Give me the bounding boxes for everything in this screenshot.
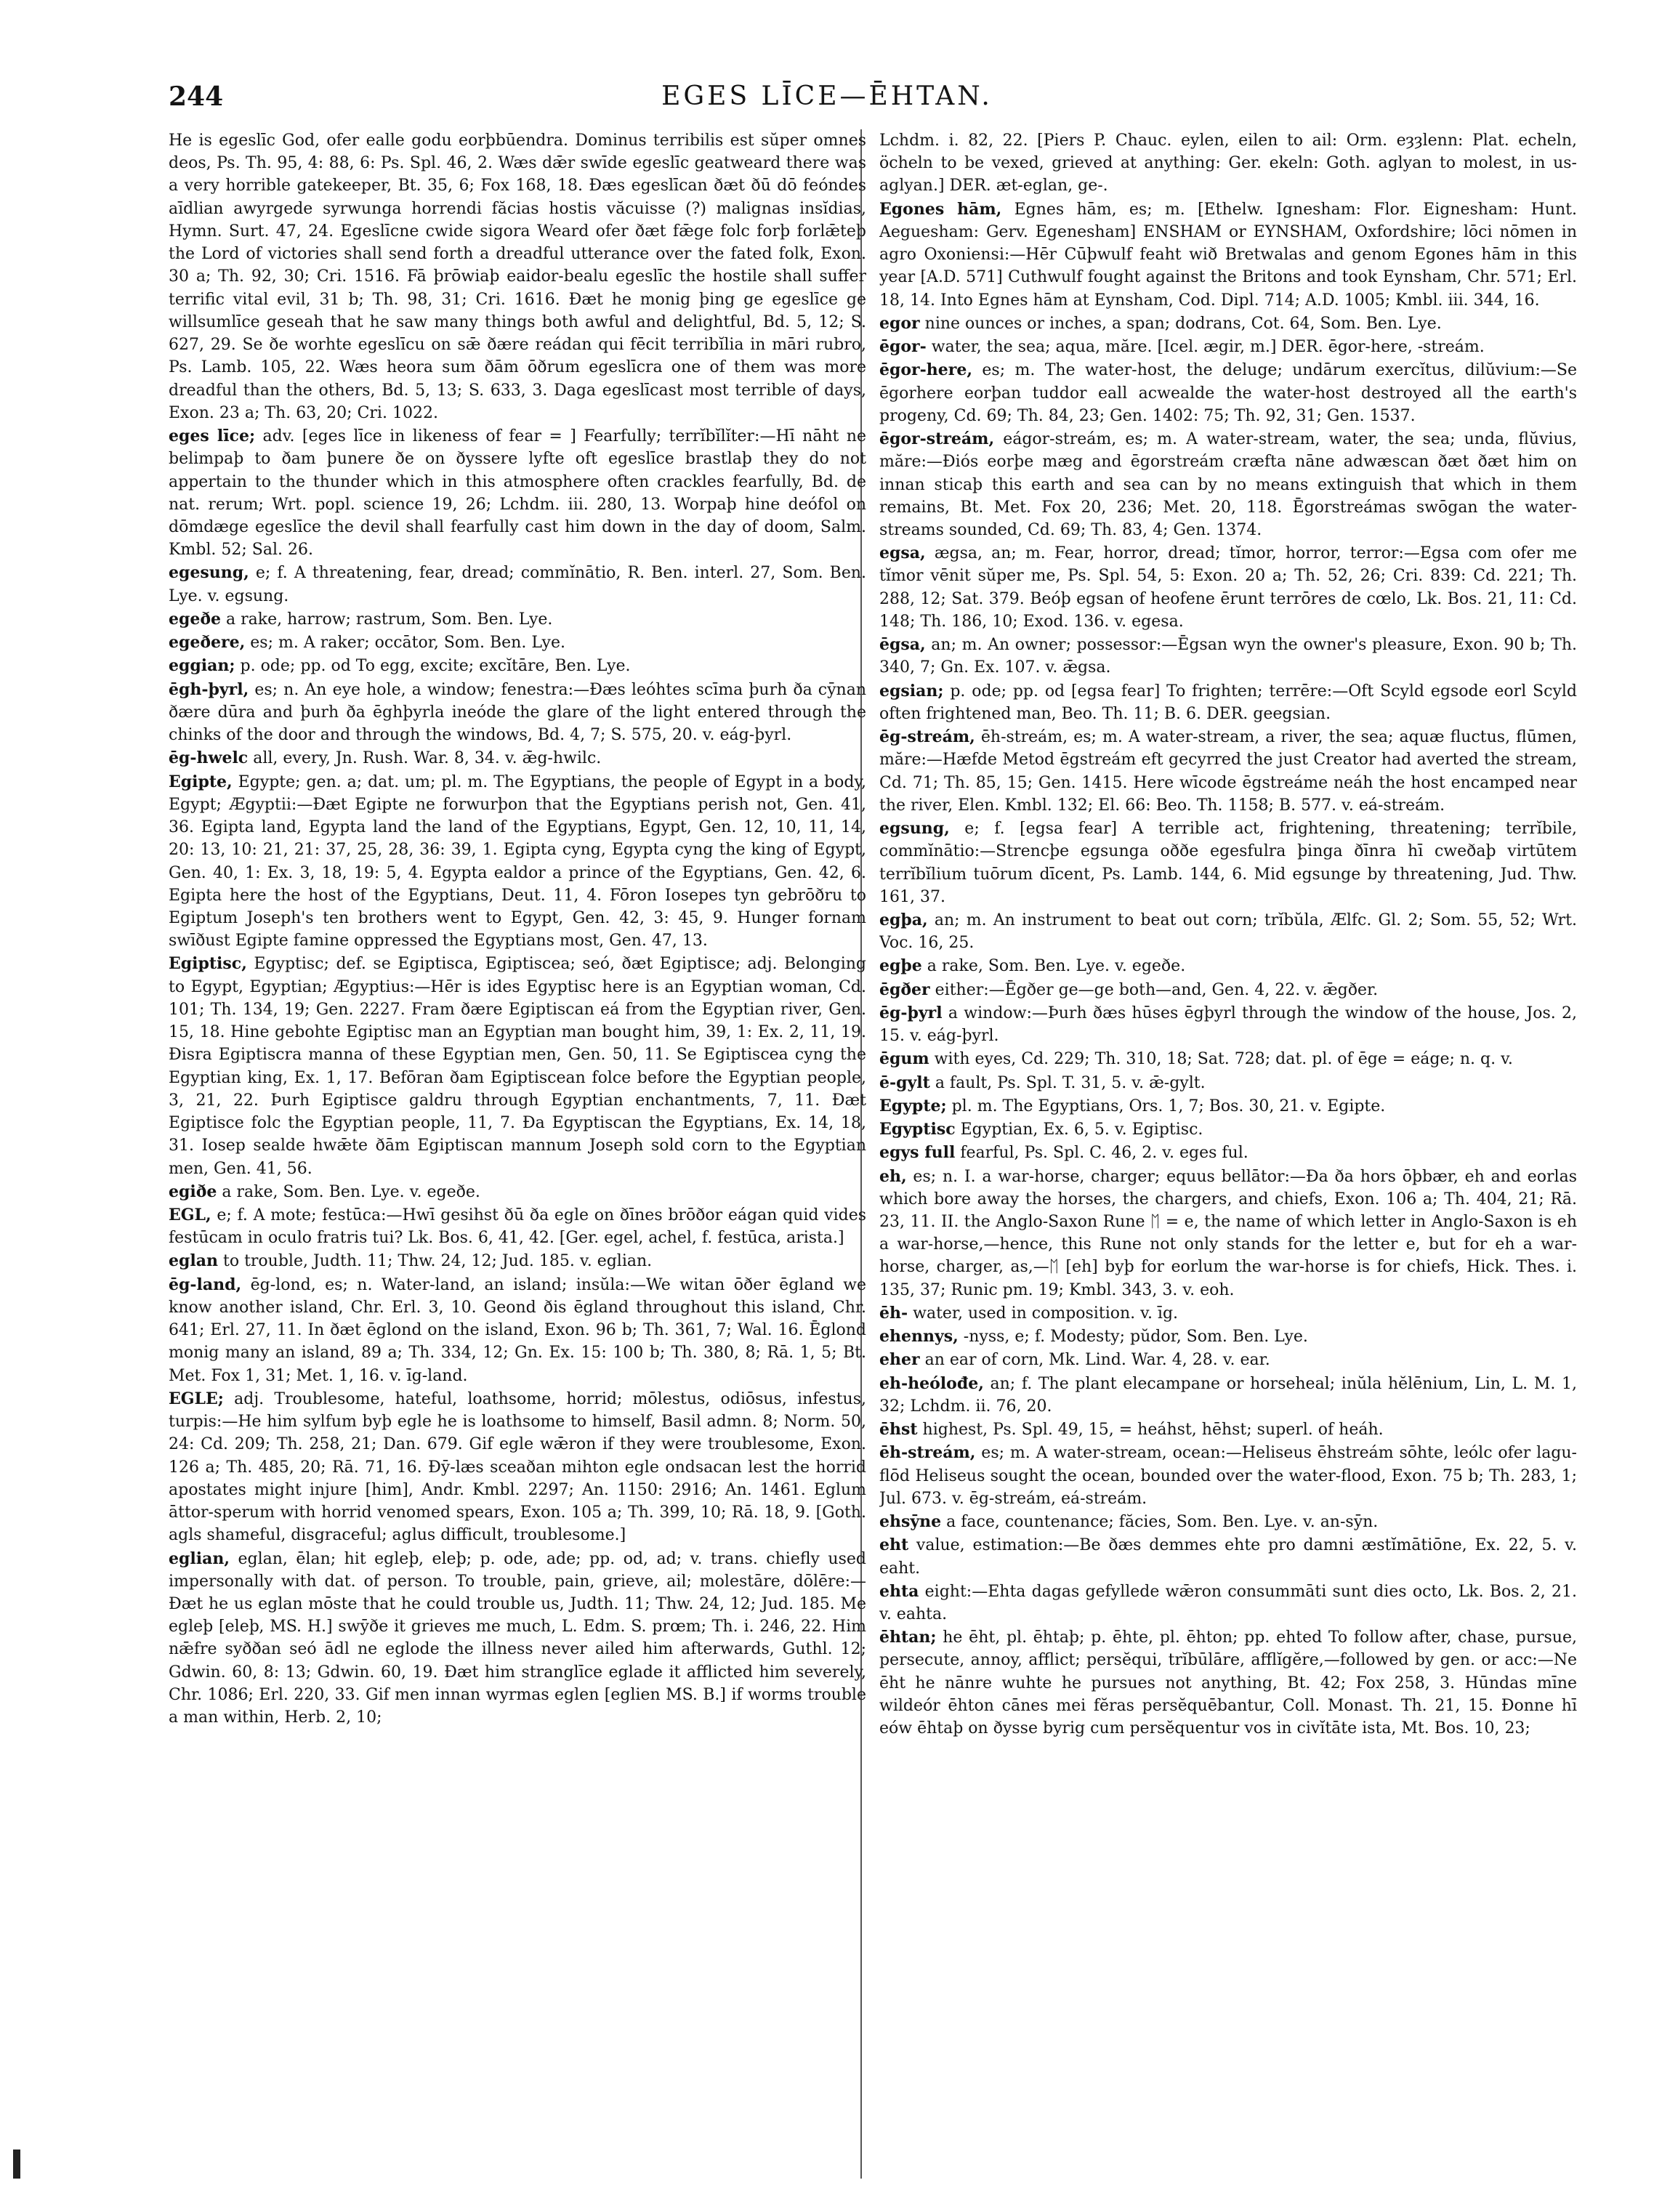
entry-headword: ēhst [879, 1420, 918, 1440]
entry-headword: egeðe [169, 609, 222, 629]
entry-body: nine ounces or inches, a span; dodrans, Cot. 64, Som. Ben. Lye. [919, 314, 1442, 333]
entry-headword: ēgor-here, [879, 360, 973, 380]
entry-headword: ēg-hwelc [169, 748, 249, 768]
dictionary-entry [879, 1626, 1577, 1740]
entry-headword: egþe [879, 956, 922, 976]
entry-headword: ēgh-þyrl, [169, 679, 249, 699]
entry-headword: ēh- [879, 1303, 908, 1323]
dictionary-entry [879, 359, 1577, 427]
dictionary-entry [879, 726, 1577, 817]
dictionary-entry [879, 1302, 1577, 1325]
entry-body: Egnes hām, es; m. [Ethelw. Ignesham: Flor. Eignesham: Hunt. Aeguesham: Gerv. Egenesham] ENSHAM or EYNSHAM, Oxfordshire; lōci nōmen in agro Oxoniensi:—Hēr Cūþwulf feaht wið Bretwalas and genom Egones hām in this year [A.D. 571] Cuthwulf fought against the Britons and took Eynsham, Chr. 571; Erl. 18, 14. Into Egnes hām at Eynsham, Cod. Dipl. 714; A.D. 1005; Kmbl. iii. 344, 16. [879, 200, 1577, 310]
dictionary-entry [879, 336, 1577, 358]
dictionary-entry [879, 1072, 1577, 1094]
entry-body: a rake, Som. Ben. Lye. v. egeðe. [217, 1182, 480, 1201]
entry-headword: egor [879, 313, 920, 333]
entry-body: a rake, harrow; rastrum, Som. Ben. Lye. [221, 610, 553, 629]
entry-headword: egsian; [879, 681, 944, 701]
entry-body: p. ode; pp. od [egsa fear] To frighten; terrēre:—Oft Scyld egsode eorl Scyld often frightened man, Beo. Th. 11; B. 6. DER. geegsian. [879, 682, 1577, 723]
dictionary-entry [169, 1548, 866, 1729]
entry-headword: ēg-þyrl [879, 1003, 943, 1022]
dictionary-entry [169, 747, 866, 770]
entry-body: es; n. I. a war-horse, charger; equus bellātor:—Ða ða hors ōþbær, eh and eorlas which bore away the horses, the chargers, and chiefs, Exon. 106 a; Th. 404, 21; Rā. 23, 11. II. the Anglo-Saxon Rune ᛖ = e, the name of which letter in Anglo-Saxon is eh a war-horse,—hence, this Rune not only stands for the letter e, but for eh a war-horse, charger, as,—ᛖ [eh] byþ for eorlum the war-horse is for chiefs, Hick. Thes. i. 135, 37; Runic pm. 19; Kmbl. 343, 3. v. eoh. [879, 1167, 1577, 1299]
entry-headword: egiðe [169, 1182, 217, 1201]
entry-body: ēg-lond, es; n. Water-land, an island; insŭla:—We witan ōðer ēgland we know another island, Chr. Erl. 3, 10. Geond ðis ēgland throughout this island, Chr. 641; Erl. 27, 11. In ðæt ēglond on the island, Exon. 96 b; Th. 361, 7; Wal. 16. Ēglond monig many an island, 89 a; Th. 334, 12; Gn. Ex. 15: 100 b; Th. 380, 8; Rā. 1, 5; Bt. Met. Fox 1, 31; Met. 1, 16. v. īg-land. [169, 1275, 866, 1385]
left-column [169, 129, 866, 2186]
entry-body: pl. m. The Egyptians, Ors. 1, 7; Bos. 30, 21. v. Egipte. [946, 1097, 1386, 1115]
entry-headword: ēgum [879, 1049, 929, 1069]
entry-body: with eyes, Cd. 229; Th. 310, 18; Sat. 728; dat. pl. of ēge = eáge; n. q. v. [929, 1050, 1513, 1069]
dictionary-entry [879, 634, 1577, 679]
entry-body: an; m. An instrument to beat out corn; trĭbŭla, Ælfc. Gl. 2; Som. 55, 52; Wrt. Voc. 16, 25. [879, 911, 1577, 953]
entry-headword: egsung, [879, 819, 950, 839]
entry-body: He is egeslīc God, ofer ealle godu eorþbūendra. Dominus terribilis est sŭper omnes deos, Ps. Th. 95, 4: 88, 6: Ps. Spl. 46, 2. Wæs dǣr swīde egeslīc geatweard there was a very horrible gatekeeper, Bt. 35, 6; Fox 168, 18. Ðæs egeslīcan ðæt ðū dō feóndes aīdlian awyrgede syrwunga horrendi făcias hostis văcuisse (?) malignas insĭdias, Hymn. Surt. 47, 24. Egeslīcne cwide sigora Weard ofer ðæt fǣge folc forþ forlǣteþ the Lord of victories shall send forth a dreadful utterance over the fated folk, Exon. 30 a; Th. 92, 30; Cri. 1516. Fā þrōwiaþ eaidor-bealu egeslīc the hostile shall suffer terrific vital evil, 31 b; Th. 98, 31; Cri. 1616. Ðæt he monig þing ge egeslīce ge willsumlīce geseah that he saw many things both awful and delightful, Bd. 5, 12; S. 627, 29. Se ðe worhte egeslīcu on sǣ ðære reádan qui fēcit terribĭlia in māri rubro, Ps. Lamb. 105, 22. Wæs heora sum ðām ōðrum egeslīcra one of them was more dreadful than the others, Bd. 5, 13; S. 633, 3. Daga egeslīcast most terrible of days, Exon. 23 a; Th. 63, 20; Cri. 1022. [169, 132, 866, 422]
edge-mark [13, 2150, 20, 2179]
entry-body: to trouble, Judth. 11; Thw. 24, 12; Jud. 185. v. eglian. [218, 1252, 653, 1271]
entry-body: e; f. A mote; festūca:—Hwī gesihst ðū ða egle on ðīnes brōðor eágan quid vides festūcam in oculo fratris tui? Lk. Bos. 6, 41, 42. [Ger. egel, achel, f. festūca, arista.] [169, 1206, 866, 1248]
dictionary-entry [879, 1095, 1577, 1118]
entry-headword: egþa, [879, 910, 928, 929]
dictionary-entry [879, 1581, 1577, 1626]
entry-body: eight:—Ehta dagas gefyllede wǣron consummāti sunt dies octo, Lk. Bos. 2, 21. v. eahta. [879, 1582, 1577, 1623]
entry-headword: ehta [879, 1581, 919, 1601]
entry-body: a rake, Som. Ben. Lye. v. egeðe. [921, 957, 1186, 976]
dictionary-entry [169, 1204, 866, 1249]
entry-body: adv. [eges līce in likeness of fear = ] Fearfully; terrĭbĭlĭter:—Hī nāht ne belimpaþ to ðam þunere ðe on ðyssere lyfte oft egeslīce brastlaþ they do not appertain to the thunder which in this atmosphere often crackles fearfully, Bd. de nat. rerum; Wrt. popl. science 19, 26; Lchdm. iii. 280, 13. Worpaþ hine deófol on dōmdæge egeslīce the devil shall fearfully cast him down in the day of doom, Salm. Kmbl. 52; Sal. 26. [169, 427, 866, 560]
dictionary-entry [879, 1418, 1577, 1441]
entry-body: Egyptisc; def. se Egiptisca, Egiptiscea; seó, ðæt Egiptisce; adj. Belonging to Egypt, Egyptian; Ægyptius:—Hēr is ides Egyptisc here is an Egyptian woman, Cd. 101; Th. 134, 19; Gen. 2227. Fram ðære Egiptiscan eá from the Egyptian river, Gen. 15, 18. Hine gebohte Egiptisc man an Egyptian man bought him, 39, 1: Ex. 2, 11, 19. Ðisra Egiptiscra manna of these Egyptian men, Gen. 50, 11. Se Egiptiscea cyng the Egyptian king, Ex. 1, 17. Befōran ðam Egiptiscean folce before the Egyptian people, 3, 21, 22. Þurh Egiptisce galdru through Egyptian enchantments, 7, 11. Ðæt Egiptisce folc the Egyptian people, 11, 7. Ða Egyptiscan the Egyptians, Ex. 14, 18, 31. Iosep sealde hwǣte ðām Egiptiscan mannum Joseph sold corn to the Egyptian men, Gen. 41, 56. [169, 955, 866, 1178]
dictionary-entry [169, 655, 866, 677]
entry-headword: Egyptisc [879, 1120, 956, 1139]
entry-headword: eh, [879, 1166, 907, 1186]
entry-body: e; f. [egsa fear] A terrible act, frightening, threatening; terrĭbile, commĭnātio:—Strencþe egsunga oððe egesfulra þinga ðīnra hī cweðaþ virtūtem terrĭbĭlium tuōrum dīcent, Ps. Lamb. 144, 6. Mid egsunge by threatening, Jud. Thw. 161, 37. [879, 820, 1577, 906]
dictionary-entry [169, 425, 866, 561]
dictionary-entry [879, 1118, 1577, 1141]
entry-headword: ē-gylt [879, 1073, 930, 1092]
entry-body: Egypte; gen. a; dat. um; pl. m. The Egyptians, the people of Egypt in a body, Egypt; Ægyptii:—Ðæt Egipte ne forwurþon that the Egyptians perish not, Gen. 41, 36. Egipta land, Egypta land the land of the Egyptians, Egypt, Gen. 12, 10, 11, 14, 20: 13, 10: 21, 21: 37, 25, 28, 36: 39, 1. Egipta cyng, Egypta cyng the king of Egypt, Gen. 40, 1: Ex. 3, 18, 19: 5, 4. Egypta ealdor a prince of the Egyptians, Gen. 42, 6. Egipta here the host of the Egyptians, Deut. 11, 4. Fōron Iosepes tyn gebrōðru to Egiptum Joseph's ten brothers went to Egypt, Gen. 42, 3: 45, 9. Hunger fornam swīðust Egipte famine oppressed the Egyptians most, Gen. 47, 13. [169, 772, 866, 950]
entry-headword: eher [879, 1350, 920, 1370]
entry-headword: eh-heólođe, [879, 1373, 984, 1393]
dictionary-entry [879, 1349, 1577, 1371]
entry-headword: eges līce; [169, 427, 256, 446]
entry-body: all, every, Jn. Rush. War. 8, 34. v. ǣg-hwilc. [248, 749, 602, 768]
entry-headword: egys full [879, 1143, 956, 1163]
entry-headword: Egipte, [169, 772, 233, 791]
dictionary-entry [879, 1442, 1577, 1510]
entry-headword: ēg-land, [169, 1275, 242, 1294]
entry-headword: egesung, [169, 563, 249, 583]
dictionary-entry [879, 198, 1577, 312]
entry-body: Lchdm. i. 82, 22. [Piers P. Chauc. eylen, eilen to ail: Orm. eȝȝlenn: Plat. echeln, öcheln to be vexed, grieved at anything: Ger. ekeln: Goth. aglyan to molest, in us-aglyan.] DER. æt-eglan, ge-. [879, 132, 1577, 195]
entry-body: water, the sea; aqua, măre. [Icel. ægir, m.] DER. ēgor-here, -streám. [926, 338, 1485, 357]
entry-body: eglan, ēlan; hit egleþ, eleþ; p. ode, ade; pp. od, ad; v. trans. chiefly used impersonally with dat. of person. To trouble, pain, grieve, ail; molestāre, dōlēre:—Ðæt he us eglan mōste that he could trouble us, Judth. 11; Thw. 24, 12; Jud. 185. Me egleþ [eleþ, MS. H.] swȳðe it grieves me much, L. Edm. S. prœm; Th. i. 246, 22. Him nǣfre syððan seó ādl ne eglode the illness never ailed him afterwards, Guthl. 12; Gdwin. 60, 8: 13; Gdwin. 60, 19. Ðæt him stranglīce eglade it afflicted him severely, Chr. 1086; Erl. 220, 33. Gif men innan wyrmas eglen [eglien MS. B.] if worms trouble a man within, Herb. 2, 10; [169, 1549, 866, 1727]
entry-headword: ehsȳne [879, 1512, 942, 1532]
entry-headword: ēgsa, [879, 635, 926, 655]
entry-headword: ēgor-streám, [879, 429, 995, 449]
page-number: 244 [169, 81, 224, 112]
entry-body: e; f. A threatening, fear, dread; commĭnātio, R. Ben. interl. 27, Som. Ben. Lye. v. egsung. [169, 564, 866, 605]
entry-headword: ēh-streám, [879, 1443, 976, 1463]
entry-headword: egeðere, [169, 633, 246, 653]
dictionary-entry [169, 1388, 866, 1547]
dictionary-entry [169, 631, 866, 654]
dictionary-entry [879, 680, 1577, 725]
dictionary-entry [169, 608, 866, 631]
dictionary-entry [169, 562, 866, 607]
dictionary-entry [879, 1373, 1577, 1418]
dictionary-entry [879, 542, 1577, 633]
entry-headword: EGL, [169, 1206, 211, 1225]
entry-body: ēh-streám, es; m. A water-stream, a river, the sea; aquæ fluctus, flūmen, măre:—Hæfde Metod ēgstreám eft gecyrred the just Creator had averted the stream, Cd. 71; Th. 85, 15; Gen. 1415. Here wīcode ēgstreáme neáh the host encamped near the river, Elen. Kmbl. 132; El. 66: Beo. Th. 1158; B. 577. v. eá-streám. [879, 728, 1577, 815]
entry-body: Egyptian, Ex. 6, 5. v. Egiptisc. [955, 1121, 1203, 1139]
entry-headword: eglian, [169, 1549, 230, 1568]
entry-body: es; m. The water-host, the deluge; undārum exercĭtus, dilŭvium:—Se ēgorhere eorþan tuddor eall acwealde the water-host destroyed all the earth's progeny, Cd. 69; Th. 84, 23; Gen. 1402: 75; Th. 92, 31; Gen. 1537. [879, 361, 1577, 425]
dictionary-entry [169, 679, 866, 747]
dictionary-entry [879, 979, 1577, 1001]
entry-body: -nyss, e; f. Modesty; pŭdor, Som. Ben. Lye. [958, 1328, 1308, 1347]
dictionary-entry [879, 1142, 1577, 1164]
entry-headword: eht [879, 1535, 909, 1555]
entry-body: value, estimation:—Be ðæs demmes ehte pro damni æstĭmātiōne, Ex. 22, 5. v. eaht. [879, 1536, 1577, 1578]
dictionary-entry [879, 1002, 1577, 1047]
dictionary-entry [169, 1250, 866, 1272]
entry-headword: Egypte; [879, 1096, 947, 1115]
dictionary-entry [169, 953, 866, 1179]
entry-body: either:—Ēgðer ge—ge both—and, Gen. 4, 22. v. ǣgðer. [929, 980, 1379, 999]
dictionary-entry [879, 1166, 1577, 1301]
dictionary-entry [879, 129, 1577, 198]
entry-headword: ēgðer [879, 980, 930, 999]
entry-headword: EGLE; [169, 1389, 224, 1408]
dictionary-entry [169, 1181, 866, 1203]
dictionary-entry [879, 1048, 1577, 1070]
dictionary-entry [879, 818, 1577, 908]
entry-body: a fault, Ps. Spl. T. 31, 5. v. ǣ-gylt. [929, 1073, 1206, 1092]
entry-body: water, used in composition. v. īg. [908, 1304, 1179, 1323]
dictionary-entry [879, 1511, 1577, 1533]
dictionary-entry [879, 909, 1577, 954]
dictionary-entry [169, 771, 866, 953]
dictionary-entry [169, 129, 866, 424]
entry-headword: eglan [169, 1251, 218, 1271]
entry-headword: Egiptisc, [169, 954, 247, 974]
entry-headword: egsa, [879, 544, 926, 563]
entry-body: fearful, Ps. Spl. C. 46, 2. v. eges ful. [955, 1144, 1248, 1163]
entry-body: es; m. A raker; occātor, Som. Ben. Lye. [245, 634, 565, 653]
dictionary-entry [879, 312, 1577, 335]
dictionary-entry [879, 1325, 1577, 1348]
entry-body: an; f. The plant elecampane or horseheal; inŭla hĕlēnium, Lin, L. M. 1, 32; Lchdm. ii. 76, 20. [879, 1374, 1577, 1416]
entry-headword: ēg-streám, [879, 727, 975, 747]
entry-body: p. ode; pp. od To egg, excite; excĭtāre, Ben. Lye. [235, 657, 631, 676]
entry-body: eágor-streám, es; m. A water-stream, water, the sea; unda, flŭvius, măre:—Ðiós eorþe mæg and ēgorstreám cræfta nāne adwæscan ðæt ðæt him on innan sticaþ this earth and sea can by no means extinguish that which in them remains, Bt. Met. Fox 20, 236; Met. 20, 118. Ēgorstreámas swōgan the water-streams sounded, Cd. 69; Th. 83, 4; Gen. 1374. [879, 430, 1577, 539]
entry-body: es; m. A water-stream, ocean:—Heliseus ēhstreám sōhte, leólc ofer lagu-flōd Heliseus sought the ocean, bounded over the water-flood, Exon. 75 b; Th. 283, 1; Jul. 673. v. ēg-streám, eá-streám. [879, 1444, 1577, 1508]
entry-body: highest, Ps. Spl. 49, 15, = heáhst, hēhst; superl. of heáh. [917, 1421, 1384, 1440]
dictionary-entry [879, 1534, 1577, 1579]
entry-body: es; n. An eye hole, a window; fenestra:—Ðæs leóhtes scīma þurh ða cȳnan ðære dūra and þurh ða ēghþyrla ineóde the glare of the light entered through the chinks of the door and through the windows, Bd. 4, 7; S. 575, 20. v. eág-þyrl. [169, 680, 866, 745]
running-head: EGES LĪCE—ĒHTAN. [661, 81, 993, 111]
dictionary-entry [879, 955, 1577, 977]
entry-headword: eggian; [169, 656, 235, 676]
entry-body: an; m. An owner; possessor:—Ēgsan wyn the owner's pleasure, Exon. 90 b; Th. 340, 7; Gn. Ex. 107. v. ǣgsa. [879, 636, 1577, 677]
entry-headword: Egones hām, [879, 199, 1002, 219]
entry-headword: ēhtan; [879, 1628, 937, 1647]
entry-body: a face, countenance; făcies, Som. Ben. Lye. v. an-sȳn. [941, 1513, 1379, 1532]
entry-headword: ehennys, [879, 1327, 959, 1347]
dictionary-entry [169, 1274, 866, 1387]
entry-headword: ēgor- [879, 337, 927, 357]
entry-body: adj. Troublesome, hateful, loathsome, horrid; mōlestus, odiōsus, infestus, turpis:—He him sylfum byþ egle he is loathsome to himself, Basil admn. 8; Norm. 50, 24: Cd. 209; Th. 258, 21; Dan. 679. Gif egle wǣron if they were troublesome, Exon. 126 a; Th. 485, 20; Rā. 71, 16. Ðȳ-læs sceaðan mihton egle ondsacan lest the horrid apostates might injure [him], Andr. Kmbl. 2297; An. 1150: 2916; An. 1461. Eglum āttor-sperum with horrid venomed spears, Exon. 105 a; Th. 399, 10; Rā. 18, 9. [Goth. agls shameful, disgraceful; aglus difficult, troublesome.] [169, 1389, 866, 1545]
dictionary-entry [879, 428, 1577, 541]
entry-body: ægsa, an; m. Fear, horror, dread; tĭmor, horror, terror:—Egsa com ofer me tĭmor vēnit sŭper me, Ps. Spl. 54, 5: Exon. 20 a; Th. 52, 26; Cri. 839: Cd. 221; Th. 288, 12; Sat. 379. Beóþ egsan of heofene ērunt terrōres de cœlo, Lk. Bos. 21, 11: Cd. 148; Th. 186, 10; Exod. 136. v. egesa. [879, 544, 1577, 631]
entry-body: an ear of corn, Mk. Lind. War. 4, 28. v. ear. [919, 1351, 1270, 1370]
entry-body: a window:—Þurh ðæs hūses ēgþyrl through the window of the house, Jos. 2, 15. v. eág-þyrl. [879, 1004, 1577, 1046]
right-column [879, 129, 1577, 2186]
entry-body: he ēht, pl. ēhtaþ; p. ēhte, pl. ēhton; pp. ehted To follow after, chase, pursue, persecute, annoy, afflict; persĕqui, trĭbūlāre, afflĭgĕre,—followed by gen. or acc:—Ne ēht he nānre wuhte he pursues not anything, Bt. 42; Fox 258, 3. Hūndas mīne wildeór ēhton cānes mei fĕras persĕquēbantur, Coll. Monast. Th. 21, 15. Ðonne hī eów ēhtaþ on ðysse byrig cum persĕquentur vos in civĭtāte ista, Mt. Bos. 10, 23; [879, 1628, 1577, 1738]
